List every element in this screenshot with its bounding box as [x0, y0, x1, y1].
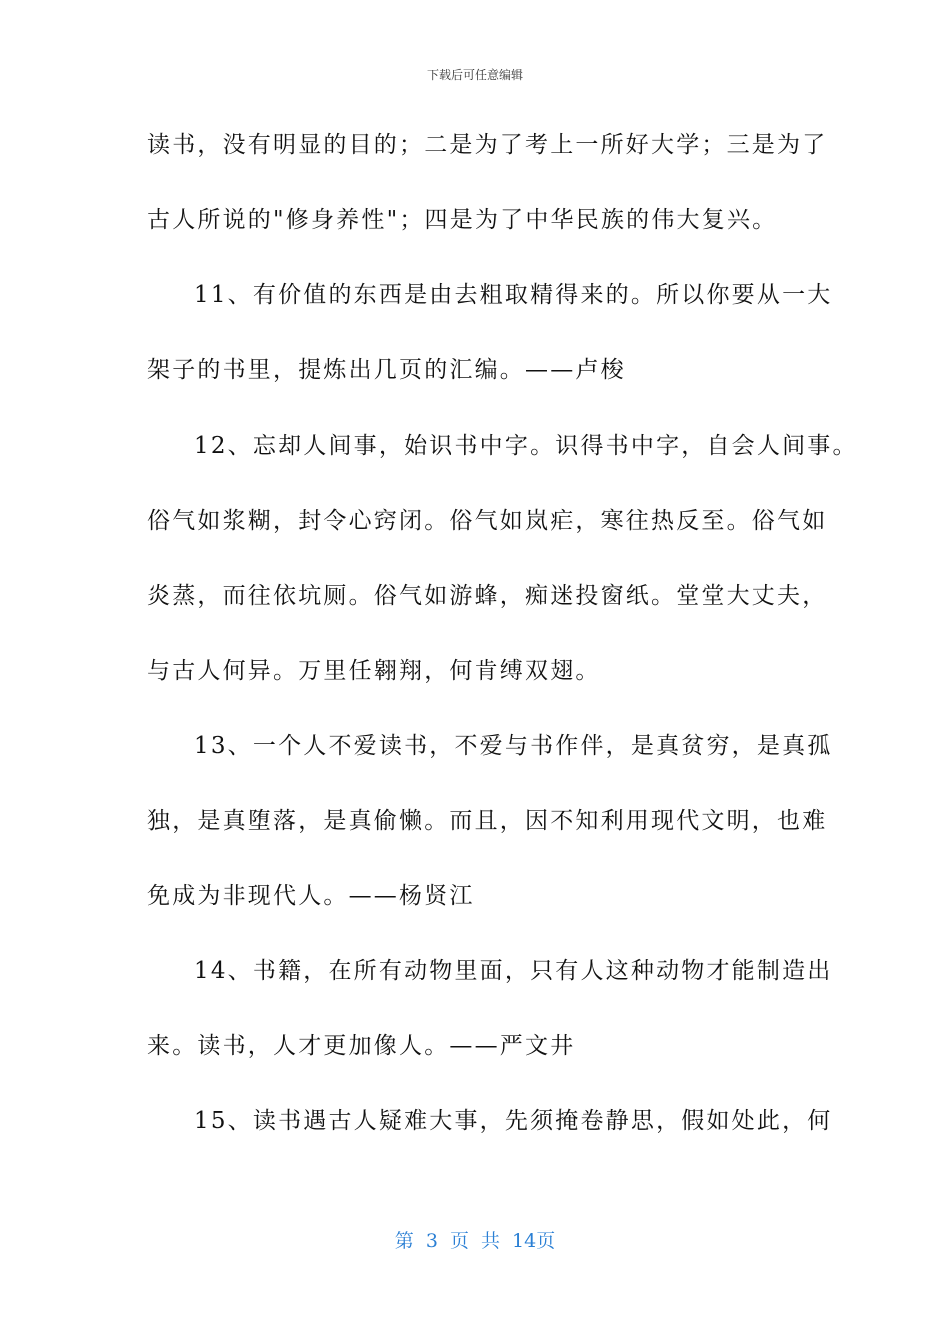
text-line: 14、书籍，在所有动物里面，只有人这种动物才能制造出 [194, 958, 833, 984]
text-line: 12、忘却人间事，始识书中字。识得书中字，自会人间事。 [194, 433, 858, 459]
text-line: 架子的书里，提炼出几页的汇编。——卢梭 [147, 357, 626, 383]
text-line: 15、读书遇古人疑难大事，先须掩卷静思，假如处此，何 [194, 1108, 833, 1134]
page-header: 下载后可任意编辑 [426, 68, 523, 82]
page-number-footer: 第 3 页 共 14页 [394, 1230, 556, 1252]
text-line: 13、一个人不爱读书，不爱与书作伴，是真贫穷，是真孤 [194, 733, 833, 759]
text-line: 来。读书，人才更加像人。——严文井 [147, 1033, 576, 1059]
text-line: 读书，没有明显的目的；二是为了考上一所好大学；三是为了 [147, 132, 828, 158]
text-line: 独，是真堕落，是真偷懒。而且，因不知利用现代文明，也难 [147, 808, 828, 834]
text-line: 古人所说的"修身养性"；四是为了中华民族的伟大复兴。 [147, 207, 778, 233]
text-line: 炎蒸，而往依坑厕。俗气如游蜂，痴迷投窗纸。堂堂大丈夫， [147, 583, 828, 609]
text-line: 与古人何异。万里任翱翔，何肯缚双翅。 [147, 658, 601, 684]
text-line: 11、有价值的东西是由去粗取精得来的。所以你要从一大 [194, 282, 833, 308]
text-line: 免成为非现代人。——杨贤江 [147, 883, 475, 909]
text-line: 俗气如浆糊，封令心窍闭。俗气如岚疟，寒往热反至。俗气如 [147, 508, 828, 534]
